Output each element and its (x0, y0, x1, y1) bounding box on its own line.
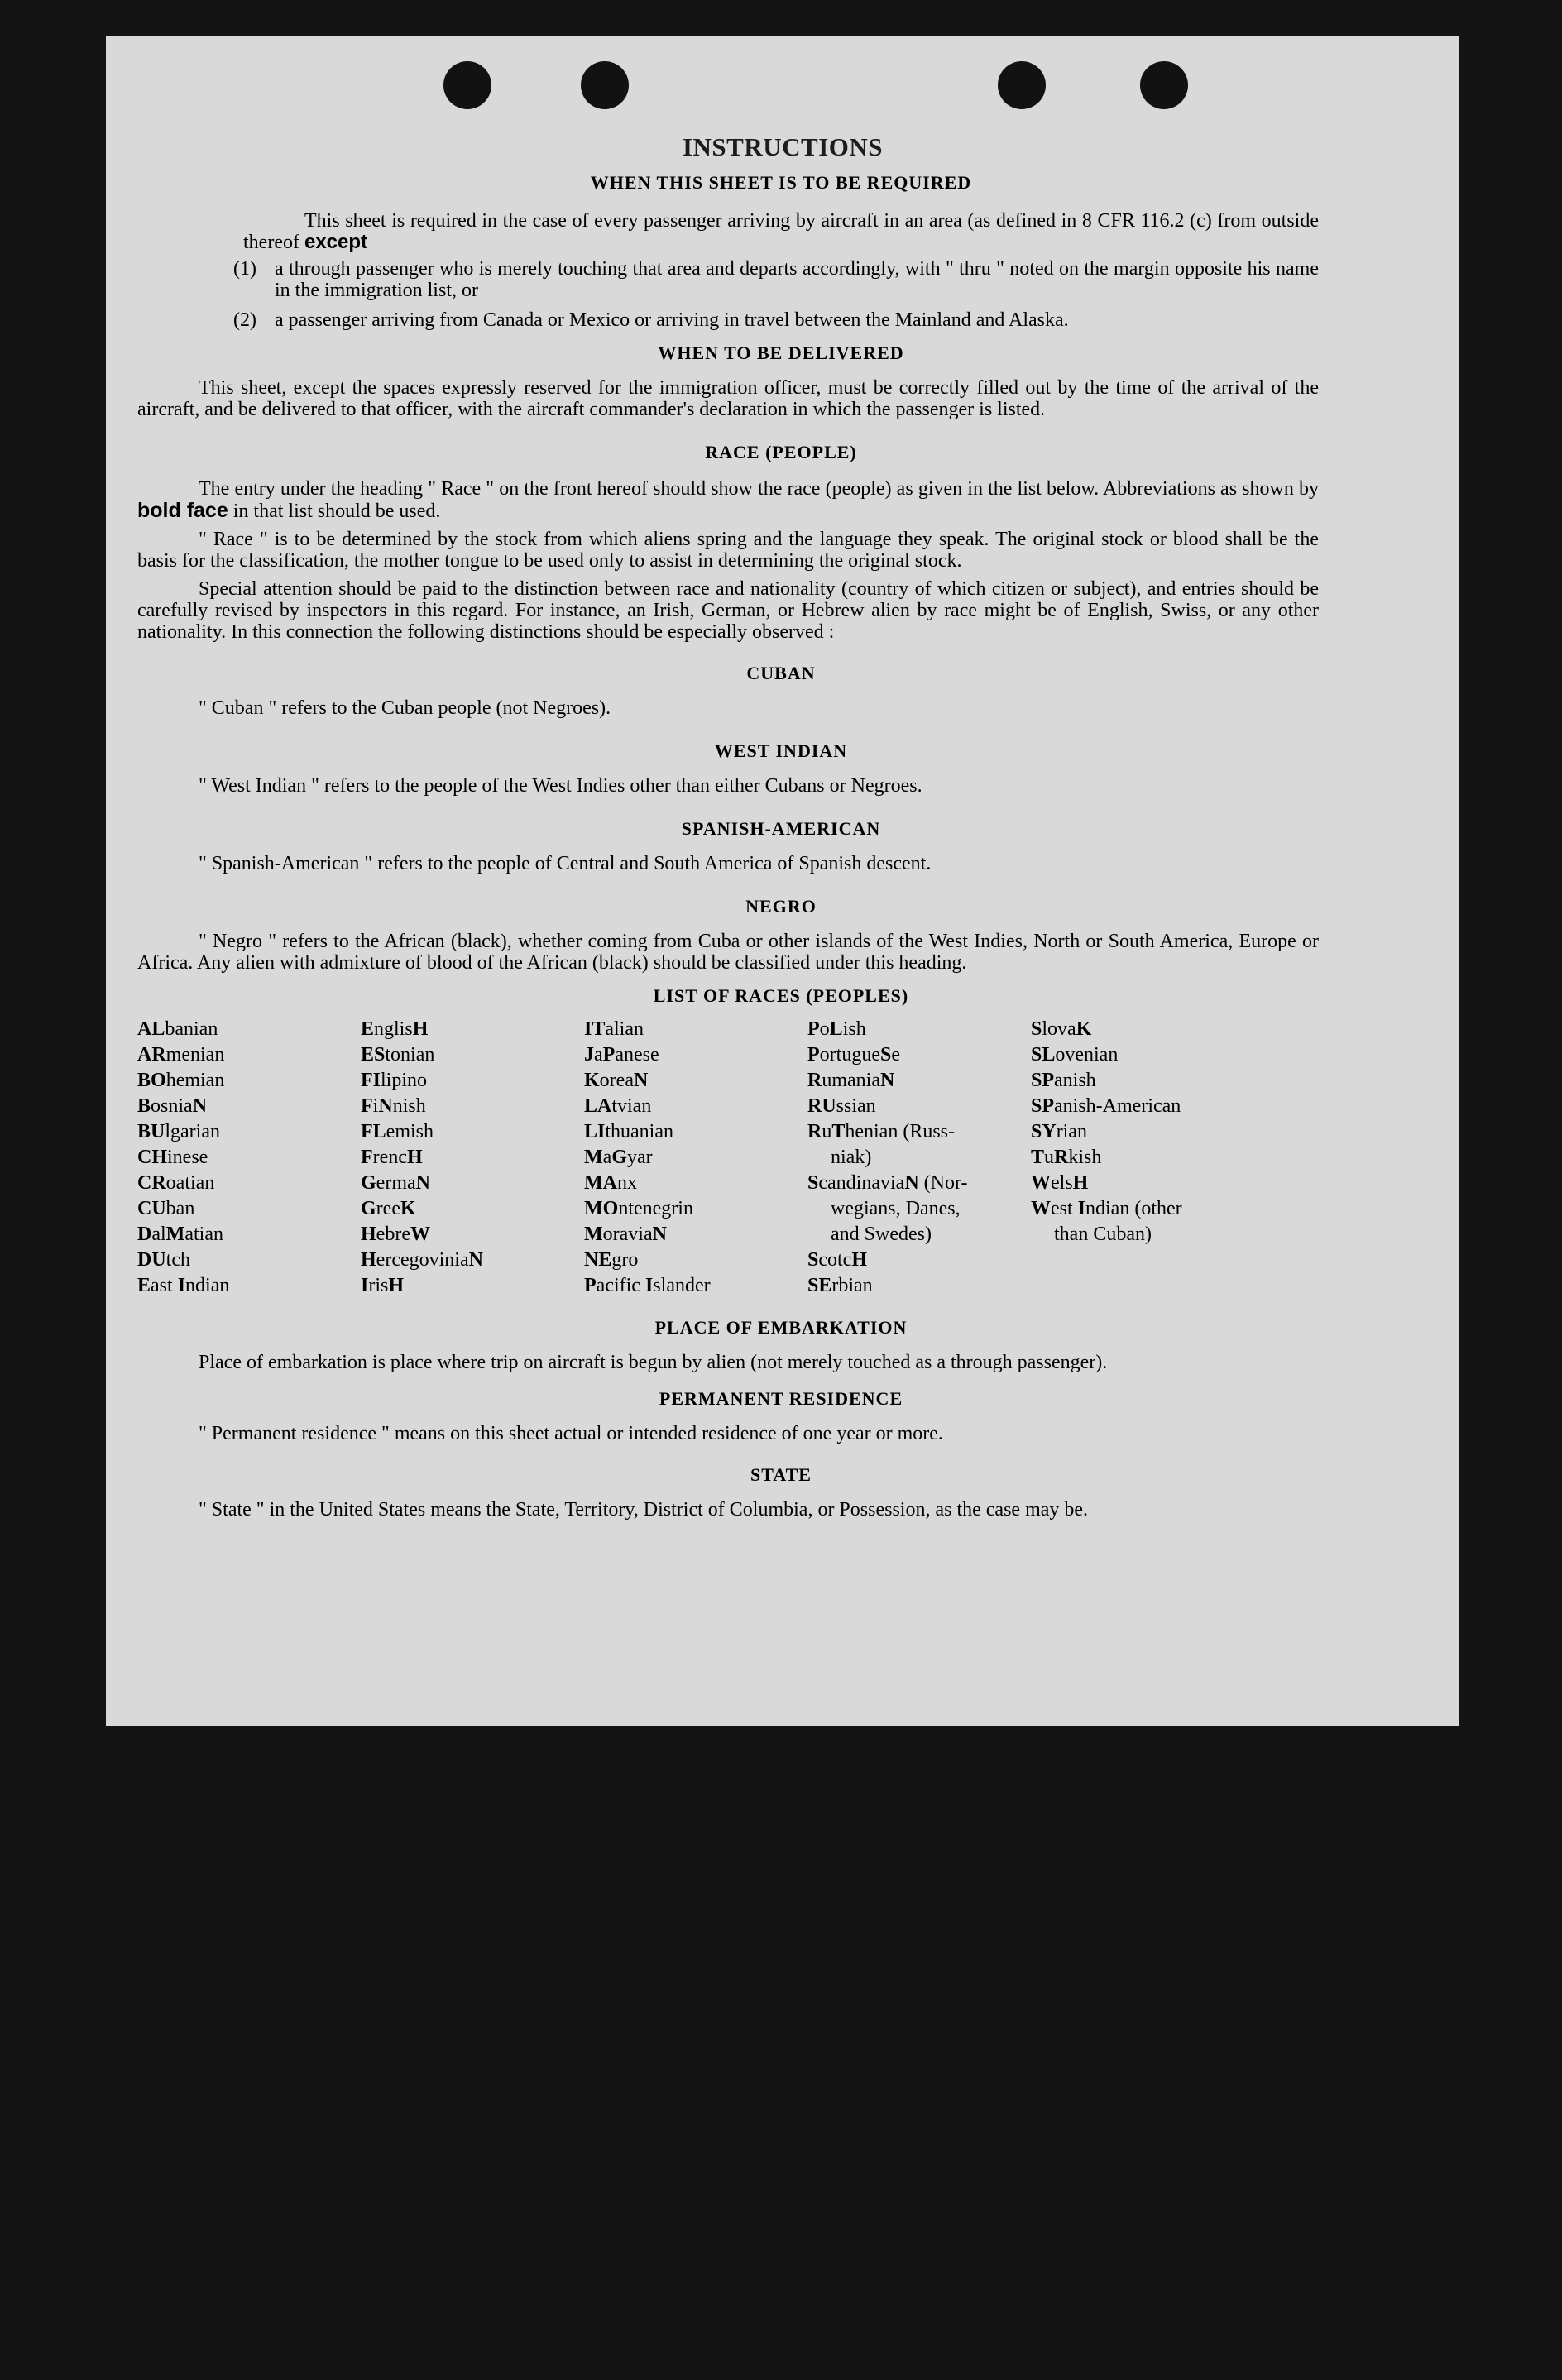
race-entry: GreeK (361, 1198, 416, 1219)
punch-hole (581, 61, 629, 109)
race-entry: EnglisH (361, 1018, 429, 1040)
race-entry: CRoatian (137, 1172, 215, 1194)
required-item-2 (137, 309, 1319, 331)
item-text: a passenger arriving from Canada or Mexico or arriving in travel between the Mainland and Alaska. (275, 309, 1069, 331)
race-entry: WelsH (1031, 1172, 1089, 1194)
race-p1-start: The entry under the heading " Race " on the front hereof should show the race (people) as given in the list below. Abbreviations as shown by (199, 478, 1319, 500)
race-entry: PoLish (807, 1018, 866, 1040)
spanish-american-text: " Spanish-American " refers to the people of Central and South America of Spanish descent. (199, 853, 932, 874)
punch-hole (1140, 61, 1188, 109)
race-entry: than Cuban) (1054, 1224, 1152, 1245)
race-entry: ALbanian (137, 1018, 218, 1040)
race-entry: FiNnish (361, 1095, 426, 1117)
heading-state: STATE (750, 1464, 812, 1485)
race-entry: Pacific Islander (584, 1275, 711, 1296)
race-paragraph-1 (137, 478, 1319, 522)
races-list (137, 1017, 1319, 1299)
race-entry: KoreaN (584, 1070, 649, 1091)
required-item-1 (137, 258, 1319, 301)
race-entry: SLovenian (1031, 1044, 1119, 1065)
negro-text: " Negro " refers to the African (black), whether coming from Cuba or other islands of the West Indies, North or South America, Europe or Africa. Any alien with admixture of blood of the African (black) should be classified under this heading. (137, 931, 1319, 974)
race-entry: PortugueSe (807, 1044, 900, 1065)
heading-residence: PERMANENT RESIDENCE (659, 1388, 903, 1409)
races-column (584, 1017, 807, 1299)
item-number: (1) (233, 258, 256, 280)
race-entry: BUlgarian (137, 1121, 220, 1142)
west-indian-text: " West Indian " refers to the people of the West Indies other than either Cubans or Negroes. (199, 775, 922, 797)
state-text: " State " in the United States means the State, Territory, District of Columbia, or Possession, as the case may be. (199, 1499, 1089, 1520)
punch-hole (443, 61, 491, 109)
race-entry: IrisH (361, 1275, 405, 1296)
races-column (361, 1017, 584, 1299)
race-entry: RumaniaN (807, 1070, 895, 1091)
required-text-main: This sheet is required in the case of every passenger arriving by aircraft in an area (as defined in 8 CFR 116.2 (c) from outside thereof (243, 210, 1319, 253)
race-entry: JaPanese (584, 1044, 659, 1065)
bold-face-text: bold face (137, 499, 228, 522)
race-entry: SPanish (1031, 1070, 1096, 1091)
race-p1-end: in that list should be used. (232, 500, 441, 522)
race-entry: FIlipino (361, 1070, 428, 1091)
race-entry: DUtch (137, 1249, 190, 1271)
heading-delivered: WHEN TO BE DELIVERED (658, 342, 904, 363)
punch-hole (998, 61, 1046, 109)
race-paragraph-2: " Race " is to be determined by the stock from which aliens spring and the language they speak. The original stock or blood shall be the basis for the classification, the mother tongue to be used only to assist in determining the original stock. (137, 529, 1319, 572)
race-entry: ScotcH (807, 1249, 868, 1271)
heading-spanish-american: SPANISH-AMERICAN (681, 818, 881, 839)
heading-west-indian: WEST INDIAN (714, 740, 848, 761)
race-entry: ScandinaviaN (Nor- (807, 1172, 968, 1194)
item-number: (2) (233, 309, 256, 331)
heading-cuban: CUBAN (746, 663, 816, 683)
race-entry: TuRkish (1031, 1147, 1102, 1168)
race-entry: SErbian (807, 1275, 873, 1296)
race-entry: HebreW (361, 1224, 430, 1245)
race-entry: MAnx (584, 1172, 637, 1194)
heading-negro: NEGRO (745, 896, 817, 917)
race-entry: FLemish (361, 1121, 434, 1142)
race-entry: NEgro (584, 1249, 639, 1271)
required-text (243, 210, 1319, 253)
race-entry: CHinese (137, 1147, 208, 1168)
heading-races-list: LIST OF RACES (PEOPLES) (653, 985, 909, 1006)
race-paragraph-3: Special attention should be paid to the distinction between race and nationality (country of which citizen or subject), and entries should be carefully revised by inspectors in this regard. For instance, an Irish, German, or Hebrew alien by race might be of English, Swiss, or any other nationality. In this connection the following distinctions should be especially observed : (137, 578, 1319, 643)
races-column (807, 1017, 1031, 1299)
race-entry: LAtvian (584, 1095, 652, 1117)
race-entry: HercegoviniaN (361, 1249, 483, 1271)
race-entry: SYrian (1031, 1121, 1087, 1142)
document-content (137, 172, 1319, 1520)
race-entry: DalMatian (137, 1224, 223, 1245)
race-entry: EStonian (361, 1044, 435, 1065)
page-title: INSTRUCTIONS (682, 132, 883, 161)
race-entry: GermaN (361, 1172, 430, 1194)
race-entry: MaGyar (584, 1147, 653, 1168)
race-entry: FrencH (361, 1147, 423, 1168)
race-entry: East Indian (137, 1275, 230, 1296)
heading-race: RACE (PEOPLE) (705, 442, 857, 462)
race-entry: BOhemian (137, 1070, 225, 1091)
race-entry: MoraviaN (584, 1224, 667, 1245)
race-entry: BosniaN (137, 1095, 208, 1117)
races-column (137, 1017, 361, 1299)
race-entry: wegians, Danes, (831, 1198, 961, 1219)
race-entry: niak) (831, 1147, 872, 1168)
delivered-text: This sheet, except the spaces expressly reserved for the immigration officer, must be correctly filled out by the time of the arrival of the aircraft, and be delivered to that officer, with the aircraft commander's declaration in which the passenger is listed. (137, 377, 1319, 420)
race-entry: MOntenegrin (584, 1198, 693, 1219)
except-word: except (304, 231, 368, 253)
race-entry: ARmenian (137, 1044, 225, 1065)
embarkation-text: Place of embarkation is place where trip on aircraft is begun by alien (not merely touched as a through passenger). (199, 1352, 1108, 1373)
residence-text: " Permanent residence " means on this sheet actual or intended residence of one year or more. (199, 1423, 943, 1444)
race-entry: CUban (137, 1198, 195, 1219)
races-column (1031, 1017, 1254, 1299)
race-entry: SPanish-American (1031, 1095, 1181, 1117)
race-entry: West Indian (other (1031, 1198, 1182, 1219)
race-entry: RUssian (807, 1095, 876, 1117)
cuban-text: " Cuban " refers to the Cuban people (not Negroes). (199, 697, 611, 719)
race-entry: LIthuanian (584, 1121, 673, 1142)
item-text: a through passenger who is merely touching that area and departs accordingly, with " thru " noted on the margin opposite his name in the immigration list, or (275, 258, 1319, 301)
race-entry: RuThenian (Russ- (807, 1121, 956, 1142)
race-entry: ITalian (584, 1018, 644, 1040)
race-entry: and Swedes) (831, 1224, 932, 1245)
heading-embarkation: PLACE OF EMBARKATION (654, 1317, 908, 1338)
heading-required: WHEN THIS SHEET IS TO BE REQUIRED (590, 172, 972, 193)
race-entry: SlovaK (1031, 1018, 1092, 1040)
